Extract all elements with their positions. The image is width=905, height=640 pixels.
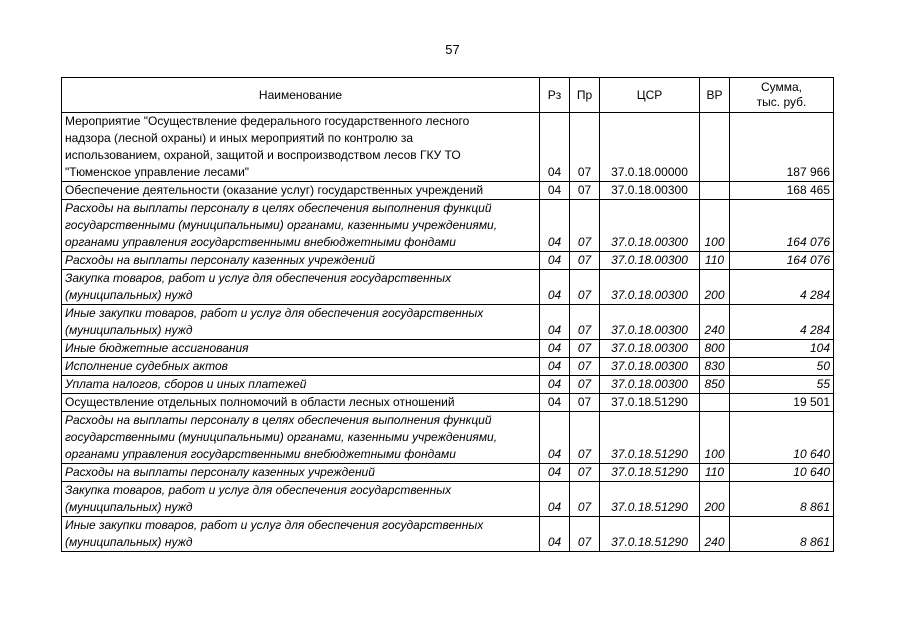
cell-sum: 164 076 (730, 252, 834, 270)
header-csr: ЦСР (600, 78, 700, 113)
page-number: 57 (445, 42, 460, 57)
cell-pr: 07 (570, 394, 600, 412)
cell-pr: 07 (570, 376, 600, 394)
cell-vr: 110 (700, 252, 730, 270)
cell-csr: 37.0.18.51290 (600, 482, 700, 517)
cell-name: Исполнение судебных актов (62, 358, 540, 376)
cell-csr: 37.0.18.51290 (600, 464, 700, 482)
cell-sum: 104 (730, 340, 834, 358)
cell-vr: 800 (700, 340, 730, 358)
cell-pr: 07 (570, 358, 600, 376)
cell-csr: 37.0.18.00000 (600, 113, 700, 182)
header-rz: Рз (540, 78, 570, 113)
table-body (62, 113, 834, 552)
table-row (62, 482, 834, 517)
table-row (62, 270, 834, 305)
cell-csr: 37.0.18.00300 (600, 252, 700, 270)
cell-sum: 164 076 (730, 200, 834, 252)
cell-sum: 55 (730, 376, 834, 394)
cell-pr: 07 (570, 200, 600, 252)
cell-pr: 07 (570, 182, 600, 200)
cell-csr: 37.0.18.51290 (600, 394, 700, 412)
cell-vr: 100 (700, 200, 730, 252)
cell-rz: 04 (540, 394, 570, 412)
cell-sum: 10 640 (730, 464, 834, 482)
table-row (62, 394, 834, 412)
cell-name: Мероприятие "Осуществление федерального государственного лесного надзора (лесной охраны) и иных мероприятий по контролю за использованием, охраной, защитой и воспроизводством лесов ГКУ ТО "Тюменское управление лесами" (62, 113, 540, 182)
cell-vr: 240 (700, 305, 730, 340)
cell-sum: 4 284 (730, 305, 834, 340)
cell-csr: 37.0.18.51290 (600, 412, 700, 464)
header-name: Наименование (62, 78, 540, 113)
table-row (62, 412, 834, 464)
cell-vr: 830 (700, 358, 730, 376)
cell-pr: 07 (570, 412, 600, 464)
cell-vr (700, 182, 730, 200)
table-row (62, 252, 834, 270)
cell-csr: 37.0.18.00300 (600, 305, 700, 340)
cell-sum: 4 284 (730, 270, 834, 305)
cell-rz: 04 (540, 200, 570, 252)
cell-pr: 07 (570, 340, 600, 358)
cell-name: Расходы на выплаты персоналу в целях обеспечения выполнения функций государственными (муниципальными) органами, казенными учреждениями, органами управления государственными внебюджетными фондами (62, 412, 540, 464)
cell-pr: 07 (570, 270, 600, 305)
table-row (62, 182, 834, 200)
cell-csr: 37.0.18.00300 (600, 270, 700, 305)
table-row (62, 517, 834, 552)
cell-rz: 04 (540, 358, 570, 376)
cell-csr: 37.0.18.00300 (600, 376, 700, 394)
cell-sum: 50 (730, 358, 834, 376)
cell-name: Осуществление отдельных полномочий в области лесных отношений (62, 394, 540, 412)
cell-name: Закупка товаров, работ и услуг для обеспечения государственных (муниципальных) нужд (62, 270, 540, 305)
cell-name: Иные бюджетные ассигнования (62, 340, 540, 358)
cell-name: Уплата налогов, сборов и иных платежей (62, 376, 540, 394)
cell-name: Расходы на выплаты персоналу казенных учреждений (62, 464, 540, 482)
cell-csr: 37.0.18.00300 (600, 182, 700, 200)
cell-vr: 850 (700, 376, 730, 394)
cell-pr: 07 (570, 113, 600, 182)
cell-sum: 10 640 (730, 412, 834, 464)
cell-rz: 04 (540, 376, 570, 394)
cell-rz: 04 (540, 517, 570, 552)
cell-pr: 07 (570, 517, 600, 552)
table-row (62, 464, 834, 482)
cell-vr (700, 113, 730, 182)
table-row (62, 340, 834, 358)
header-vr: ВР (700, 78, 730, 113)
cell-sum: 19 501 (730, 394, 834, 412)
cell-sum: 8 861 (730, 482, 834, 517)
cell-rz: 04 (540, 252, 570, 270)
table-row (62, 376, 834, 394)
cell-rz: 04 (540, 464, 570, 482)
cell-sum: 8 861 (730, 517, 834, 552)
table-row (62, 305, 834, 340)
cell-name: Иные закупки товаров, работ и услуг для обеспечения государственных (муниципальных) нужд (62, 305, 540, 340)
table-row (62, 358, 834, 376)
budget-table (61, 77, 834, 552)
cell-name: Закупка товаров, работ и услуг для обеспечения государственных (муниципальных) нужд (62, 482, 540, 517)
cell-rz: 04 (540, 340, 570, 358)
cell-name: Обеспечение деятельности (оказание услуг) государственных учреждений (62, 182, 540, 200)
cell-vr: 200 (700, 482, 730, 517)
header-sum: Сумма, тыс. руб. (730, 78, 834, 113)
cell-name: Расходы на выплаты персоналу в целях обеспечения выполнения функций государственными (муниципальными) органами, казенными учреждениями, органами управления государственными внебюджетными фондами (62, 200, 540, 252)
cell-pr: 07 (570, 482, 600, 517)
cell-csr: 37.0.18.00300 (600, 340, 700, 358)
cell-rz: 04 (540, 412, 570, 464)
cell-rz: 04 (540, 482, 570, 517)
cell-csr: 37.0.18.00300 (600, 200, 700, 252)
cell-name: Расходы на выплаты персоналу казенных учреждений (62, 252, 540, 270)
table-row (62, 113, 834, 182)
cell-rz: 04 (540, 113, 570, 182)
cell-vr: 200 (700, 270, 730, 305)
cell-rz: 04 (540, 182, 570, 200)
table-header-row (62, 78, 834, 113)
cell-sum: 187 966 (730, 113, 834, 182)
cell-csr: 37.0.18.51290 (600, 517, 700, 552)
cell-csr: 37.0.18.00300 (600, 358, 700, 376)
table-row (62, 200, 834, 252)
header-pr: Пр (570, 78, 600, 113)
cell-pr: 07 (570, 305, 600, 340)
cell-sum: 168 465 (730, 182, 834, 200)
cell-pr: 07 (570, 464, 600, 482)
cell-rz: 04 (540, 305, 570, 340)
cell-vr (700, 394, 730, 412)
cell-pr: 07 (570, 252, 600, 270)
cell-vr: 100 (700, 412, 730, 464)
cell-vr: 240 (700, 517, 730, 552)
cell-vr: 110 (700, 464, 730, 482)
cell-name: Иные закупки товаров, работ и услуг для обеспечения государственных (муниципальных) нужд (62, 517, 540, 552)
cell-rz: 04 (540, 270, 570, 305)
